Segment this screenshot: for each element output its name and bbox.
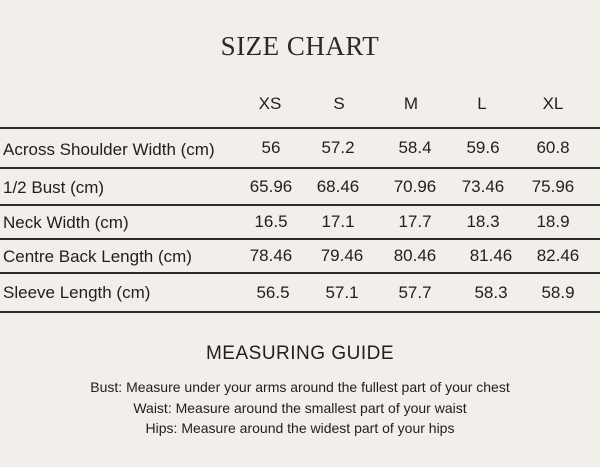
- size-header-xs: XS: [258, 94, 282, 113]
- size-header-l: L: [477, 94, 487, 113]
- table-divider: [0, 204, 600, 206]
- row-label-bust: 1/2 Bust (cm): [3, 178, 105, 197]
- table-cell: 18.9: [536, 212, 570, 231]
- table-divider: [0, 238, 600, 240]
- table-cell: 82.46: [536, 246, 580, 265]
- table-cell: 70.96: [393, 177, 437, 196]
- table-divider: [0, 272, 600, 274]
- row-label-back-length: Centre Back Length (cm): [3, 247, 192, 266]
- table-cell: 79.46: [320, 246, 364, 265]
- table-cell: 16.5: [254, 212, 288, 231]
- guide-line-waist: Waist: Measure around the smallest part of your waist: [133, 400, 467, 416]
- table-cell: 56: [261, 138, 281, 157]
- guide-line-bust: Bust: Measure under your arms around the fullest part of your chest: [90, 379, 510, 395]
- table-cell: 17.1: [321, 212, 355, 231]
- table-cell: 56.5: [256, 283, 290, 302]
- table-cell: 60.8: [536, 138, 570, 157]
- table-cell: 57.7: [398, 283, 432, 302]
- size-header-s: S: [333, 94, 345, 113]
- table-cell: 75.96: [531, 177, 575, 196]
- table-cell: 58.3: [474, 283, 508, 302]
- page-title: SIZE CHART: [220, 31, 380, 61]
- table-cell: 80.46: [393, 246, 437, 265]
- table-cell: 73.46: [461, 177, 505, 196]
- guide-title: MEASURING GUIDE: [205, 343, 395, 364]
- table-cell: 58.9: [541, 283, 575, 302]
- table-divider: [0, 167, 600, 169]
- table-cell: 68.46: [316, 177, 360, 196]
- size-header-xl: XL: [542, 94, 564, 113]
- table-cell: 57.2: [321, 138, 355, 157]
- table-cell: 81.46: [469, 246, 513, 265]
- table-cell: 57.1: [325, 283, 359, 302]
- guide-line-hips: Hips: Measure around the widest part of your hips: [145, 420, 455, 436]
- row-label-neck: Neck Width (cm): [3, 213, 129, 232]
- row-label-sleeve: Sleeve Length (cm): [3, 283, 151, 302]
- table-cell: 78.46: [249, 246, 293, 265]
- table-cell: 65.96: [249, 177, 293, 196]
- row-label-shoulder: Across Shoulder Width (cm): [3, 140, 215, 159]
- table-cell: 59.6: [466, 138, 500, 157]
- table-divider: [0, 127, 600, 129]
- table-cell: 58.4: [398, 138, 432, 157]
- table-divider: [0, 311, 600, 313]
- table-cell: 18.3: [466, 212, 500, 231]
- size-header-m: M: [403, 94, 419, 113]
- table-cell: 17.7: [398, 212, 432, 231]
